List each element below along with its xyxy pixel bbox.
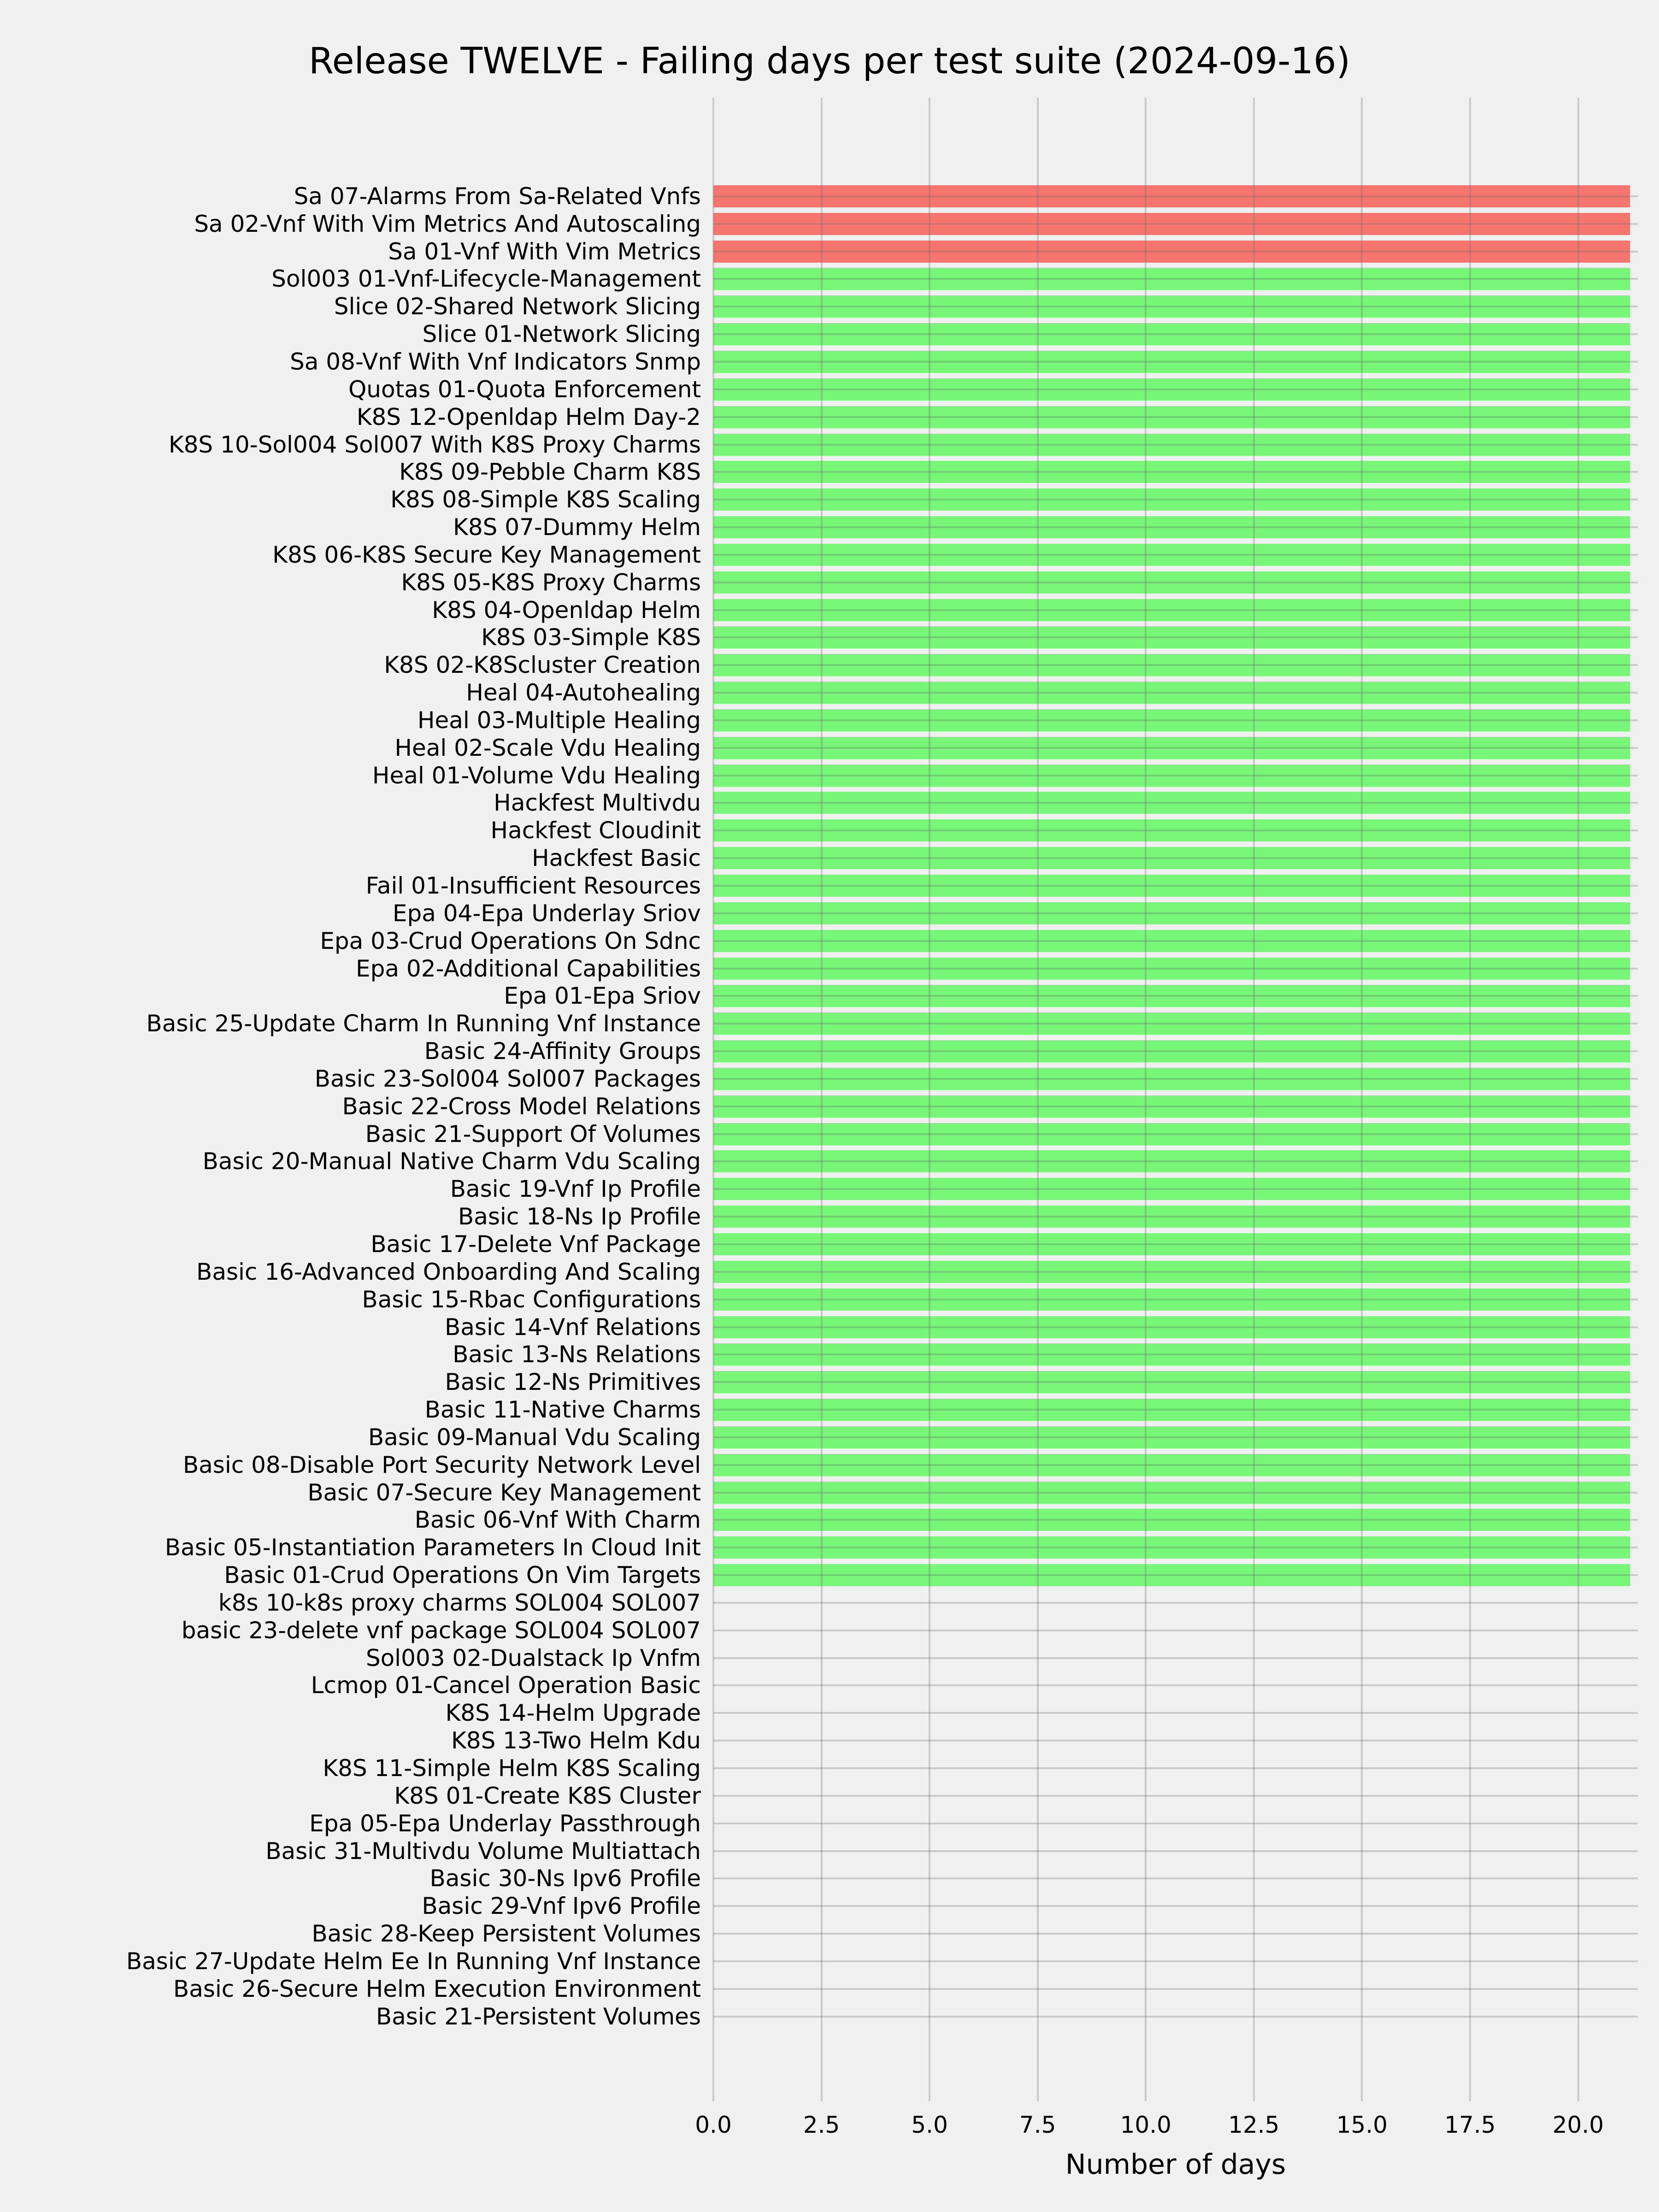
bar-row — [0, 706, 1659, 734]
passing-bar — [713, 1564, 1630, 1586]
bar-row — [0, 486, 1659, 513]
x-tick-label: 15.0 — [1336, 2112, 1388, 2138]
bar-row — [0, 1506, 1659, 1534]
bar-row — [0, 679, 1659, 706]
bar-row — [0, 1230, 1659, 1258]
passing-bar — [713, 406, 1630, 428]
bar-row — [0, 1148, 1659, 1176]
bar-row — [0, 872, 1659, 900]
row-label: Basic 21-Support Of Volumes — [365, 1120, 701, 1147]
bar-row — [0, 1727, 1659, 1754]
row-label: Basic 13-Ns Relations — [453, 1341, 701, 1368]
row-label: Basic 06-Vnf With Charm — [414, 1506, 701, 1534]
vertical-gridline — [821, 98, 823, 2101]
passing-bar — [713, 1012, 1630, 1035]
bar-row — [0, 1120, 1659, 1148]
row-label: Basic 28-Keep Persistent Volumes — [312, 1920, 701, 1947]
row-label: K8S 01-Create K8S Cluster — [394, 1782, 701, 1809]
failing-bar — [713, 213, 1630, 235]
row-label: Basic 23-Sol004 Sol007 Packages — [314, 1065, 701, 1092]
row-label: Slice 01-Network Slicing — [422, 321, 701, 348]
bar-row — [0, 817, 1659, 844]
vertical-gridline — [1145, 98, 1147, 2101]
bar-row — [0, 1892, 1659, 1920]
bar-row — [0, 900, 1659, 927]
bar-row — [0, 844, 1659, 872]
row-label: Epa 01-Epa Sriov — [504, 982, 701, 1010]
x-tick-label: 17.5 — [1444, 2112, 1496, 2138]
row-label: Basic 22-Cross Model Relations — [342, 1093, 701, 1120]
failing-bar — [713, 185, 1630, 207]
bar-row — [0, 734, 1659, 762]
row-label: Basic 08-Disable Port Security Network Level — [182, 1451, 701, 1478]
bar-row — [0, 348, 1659, 376]
row-label: K8S 12-Openldap Helm Day-2 — [356, 403, 701, 430]
passing-bar — [713, 516, 1630, 538]
bar-row — [0, 293, 1659, 320]
bar-row — [0, 1672, 1659, 1700]
passing-bar — [713, 902, 1630, 924]
row-label: Heal 04-Autohealing — [466, 679, 701, 706]
bar-row — [0, 1037, 1659, 1065]
passing-bar — [713, 765, 1630, 787]
bar-rows — [0, 182, 1659, 2030]
row-label: Basic 14-Vnf Relations — [444, 1313, 701, 1341]
passing-bar — [713, 626, 1630, 648]
bar-row — [0, 1644, 1659, 1672]
passing-bar — [713, 985, 1630, 1007]
bar-row — [0, 1947, 1659, 1975]
row-label: K8S 04-Openldap Helm — [432, 596, 701, 624]
row-label: Basic 19-Vnf Ip Profile — [450, 1176, 701, 1203]
x-tick-label: 7.5 — [1019, 2112, 1056, 2138]
row-label: Basic 18-Ns Ip Profile — [458, 1203, 701, 1230]
row-label: Basic 11-Native Charms — [424, 1396, 701, 1424]
row-label: K8S 09-Pebble Charm K8S — [399, 459, 701, 486]
bar-row — [0, 182, 1659, 210]
row-label: Basic 29-Vnf Ipv6 Profile — [422, 1893, 701, 1920]
passing-bar — [713, 1150, 1630, 1172]
row-label: K8S 07-Dummy Helm — [453, 514, 701, 541]
passing-bar — [713, 1288, 1630, 1311]
row-label: Basic 16-Advanced Onboarding And Scaling — [196, 1258, 701, 1285]
passing-bar — [713, 1371, 1630, 1393]
row-label: Hackfest Basic — [532, 845, 701, 872]
passing-bar — [713, 378, 1630, 400]
passing-bar — [713, 1178, 1630, 1200]
bar-row — [0, 1396, 1659, 1424]
row-label: Basic 27-Update Helm Ee In Running Vnf Instance — [126, 1947, 701, 1975]
vertical-gridline — [1361, 98, 1363, 2101]
passing-bar — [713, 1399, 1630, 1421]
passing-bar — [713, 544, 1630, 566]
bar-row — [0, 1341, 1659, 1368]
passing-bar — [713, 1123, 1630, 1145]
bar-row — [0, 376, 1659, 403]
x-tick-label: 0.0 — [695, 2112, 732, 2138]
vertical-gridline — [712, 98, 714, 2101]
passing-bar — [713, 1095, 1630, 1118]
row-label: Basic 07-Secure Key Management — [307, 1479, 701, 1506]
bar-row — [0, 1920, 1659, 1947]
bar-row — [0, 1203, 1659, 1230]
passing-bar — [713, 434, 1630, 456]
bar-row — [0, 651, 1659, 679]
row-label: Slice 02-Shared Network Slicing — [334, 293, 701, 320]
row-label: Basic 25-Update Charm In Running Vnf Instance — [146, 1010, 701, 1037]
row-label: Heal 03-Multiple Healing — [417, 706, 701, 734]
bar-row — [0, 1589, 1659, 1617]
row-label: Basic 01-Crud Operations On Vim Targets — [224, 1562, 701, 1589]
bar-row — [0, 1617, 1659, 1644]
x-axis-label: Number of days — [1065, 2148, 1286, 2181]
passing-bar — [713, 1343, 1630, 1365]
row-label: Sol003 02-Dualstack Ip Vnfm — [365, 1644, 701, 1671]
row-label: Sol003 01-Vnf-Lifecycle-Management — [271, 265, 701, 293]
row-label: K8S 06-K8S Secure Key Management — [272, 541, 701, 568]
row-label: Epa 05-Epa Underlay Passthrough — [309, 1810, 701, 1837]
bar-row — [0, 789, 1659, 817]
bar-row — [0, 1451, 1659, 1479]
x-tick-label: 5.0 — [911, 2112, 948, 2138]
bar-row — [0, 1286, 1659, 1313]
bar-row — [0, 1754, 1659, 1782]
bar-row — [0, 955, 1659, 982]
passing-bar — [713, 654, 1630, 676]
passing-bar — [713, 1454, 1630, 1476]
bar-row — [0, 1065, 1659, 1093]
bar-row — [0, 1424, 1659, 1451]
row-label: K8S 13-Two Helm Kdu — [451, 1727, 701, 1754]
row-label: Hackfest Multivdu — [494, 789, 701, 817]
bar-row — [0, 265, 1659, 293]
bar-row — [0, 210, 1659, 238]
x-tick-label: 2.5 — [803, 2112, 840, 2138]
passing-bar — [713, 461, 1630, 483]
bar-row — [0, 982, 1659, 1010]
row-label: Basic 09-Manual Vdu Scaling — [368, 1424, 701, 1451]
bar-row — [0, 513, 1659, 541]
passing-bar — [713, 488, 1630, 511]
bar-row — [0, 1782, 1659, 1810]
vertical-gridline — [1469, 98, 1471, 2101]
bar-row — [0, 596, 1659, 624]
vertical-gridline — [1577, 98, 1579, 2101]
passing-bar — [713, 1261, 1630, 1283]
passing-bar — [713, 875, 1630, 897]
row-label: Heal 02-Scale Vdu Healing — [394, 734, 701, 761]
row-label: K8S 10-Sol004 Sol007 With K8S Proxy Charms — [168, 431, 701, 458]
passing-bar — [713, 1536, 1630, 1559]
bar-row — [0, 1313, 1659, 1341]
bar-row — [0, 403, 1659, 431]
vertical-gridline — [1037, 98, 1039, 2101]
passing-bar — [713, 958, 1630, 980]
vertical-gridline — [1253, 98, 1255, 2101]
row-label: Quotas 01-Quota Enforcement — [348, 376, 701, 403]
row-label: Basic 05-Instantiation Parameters In Cloud Init — [165, 1534, 701, 1561]
bar-row — [0, 1561, 1659, 1589]
bar-row — [0, 1699, 1659, 1727]
row-label: Basic 15-Rbac Configurations — [362, 1286, 701, 1313]
row-label: Epa 03-Crud Operations On Sdnc — [320, 927, 701, 954]
row-label: Lcmop 01-Cancel Operation Basic — [311, 1672, 701, 1699]
row-label: K8S 02-K8Scluster Creation — [384, 652, 701, 679]
row-label: k8s 10-k8s proxy charms SOL004 SOL007 — [218, 1589, 701, 1616]
bar-row — [0, 1534, 1659, 1561]
row-label: Sa 02-Vnf With Vim Metrics And Autoscaling — [194, 210, 701, 237]
bar-row — [0, 320, 1659, 348]
bar-row — [0, 1258, 1659, 1286]
row-label: Sa 08-Vnf With Vnf Indicators Snmp — [290, 348, 701, 375]
vertical-gridline — [929, 98, 930, 2101]
row-label: Basic 26-Secure Helm Execution Environment — [173, 1975, 701, 2002]
row-label: Basic 20-Manual Native Charm Vdu Scaling — [202, 1148, 701, 1175]
passing-bar — [713, 1040, 1630, 1062]
bar-row — [0, 1975, 1659, 2003]
failing-bar — [713, 241, 1630, 263]
bar-row — [0, 458, 1659, 486]
row-label: Basic 30-Ns Ipv6 Profile — [429, 1865, 701, 1892]
passing-bar — [713, 1068, 1630, 1090]
row-label: K8S 08-Simple K8S Scaling — [390, 486, 701, 513]
bar-row — [0, 431, 1659, 459]
row-label: basic 23-delete vnf package SOL004 SOL007 — [181, 1617, 701, 1644]
row-label: Basic 21-Persistent Volumes — [376, 2003, 701, 2030]
x-tick-label: 12.5 — [1228, 2112, 1280, 2138]
bar-row — [0, 569, 1659, 596]
passing-bar — [713, 571, 1630, 594]
bar-row — [0, 624, 1659, 652]
bar-row — [0, 1175, 1659, 1203]
passing-bar — [713, 323, 1630, 345]
x-tick-label: 10.0 — [1120, 2112, 1171, 2138]
passing-bar — [713, 1233, 1630, 1255]
row-label: Sa 01-Vnf With Vim Metrics — [388, 238, 701, 265]
row-label: Sa 07-Alarms From Sa-Related Vnfs — [294, 182, 701, 210]
bar-row — [0, 927, 1659, 955]
bar-row — [0, 238, 1659, 265]
row-label: Heal 01-Volume Vdu Healing — [372, 762, 701, 789]
passing-bar — [713, 295, 1630, 318]
row-label: K8S 03-Simple K8S — [481, 624, 701, 651]
passing-bar — [713, 930, 1630, 952]
bar-row — [0, 1810, 1659, 1837]
passing-bar — [713, 599, 1630, 621]
chart-title: Release TWELVE - Failing days per test suite (2024-09-16) — [308, 41, 1351, 82]
passing-bar — [713, 1426, 1630, 1448]
passing-bar — [713, 792, 1630, 814]
bar-row — [0, 762, 1659, 789]
passing-bar — [713, 1316, 1630, 1338]
row-label: Hackfest Cloudinit — [490, 817, 701, 844]
bar-row — [0, 2003, 1659, 2030]
passing-bar — [713, 1206, 1630, 1228]
bar-row — [0, 1010, 1659, 1037]
row-label: Basic 31-Multivdu Volume Multiattach — [265, 1837, 701, 1865]
row-label: Epa 02-Additional Capabilities — [356, 955, 701, 982]
passing-bar — [713, 847, 1630, 869]
passing-bar — [713, 351, 1630, 373]
bar-row — [0, 1093, 1659, 1120]
passing-bar — [713, 709, 1630, 731]
row-label: K8S 05-K8S Proxy Charms — [401, 569, 701, 596]
passing-bar — [713, 819, 1630, 841]
row-label: Epa 04-Epa Underlay Sriov — [392, 900, 701, 927]
bar-row — [0, 1368, 1659, 1396]
bar-row — [0, 541, 1659, 569]
row-label: Basic 12-Ns Primitives — [445, 1369, 701, 1396]
passing-bar — [713, 268, 1630, 290]
x-tick-label: 20.0 — [1552, 2112, 1604, 2138]
bar-row — [0, 1479, 1659, 1506]
passing-bar — [713, 1482, 1630, 1504]
passing-bar — [713, 682, 1630, 704]
bar-row — [0, 1865, 1659, 1892]
row-label: Basic 17-Delete Vnf Package — [371, 1230, 701, 1258]
passing-bar — [713, 737, 1630, 759]
passing-bar — [713, 1509, 1630, 1531]
row-label: Basic 24-Affinity Groups — [424, 1038, 701, 1065]
row-label: K8S 14-Helm Upgrade — [445, 1700, 701, 1727]
row-label: K8S 11-Simple Helm K8S Scaling — [323, 1755, 701, 1782]
bar-row — [0, 1837, 1659, 1865]
row-label: Fail 01-Insufficient Resources — [365, 872, 701, 900]
